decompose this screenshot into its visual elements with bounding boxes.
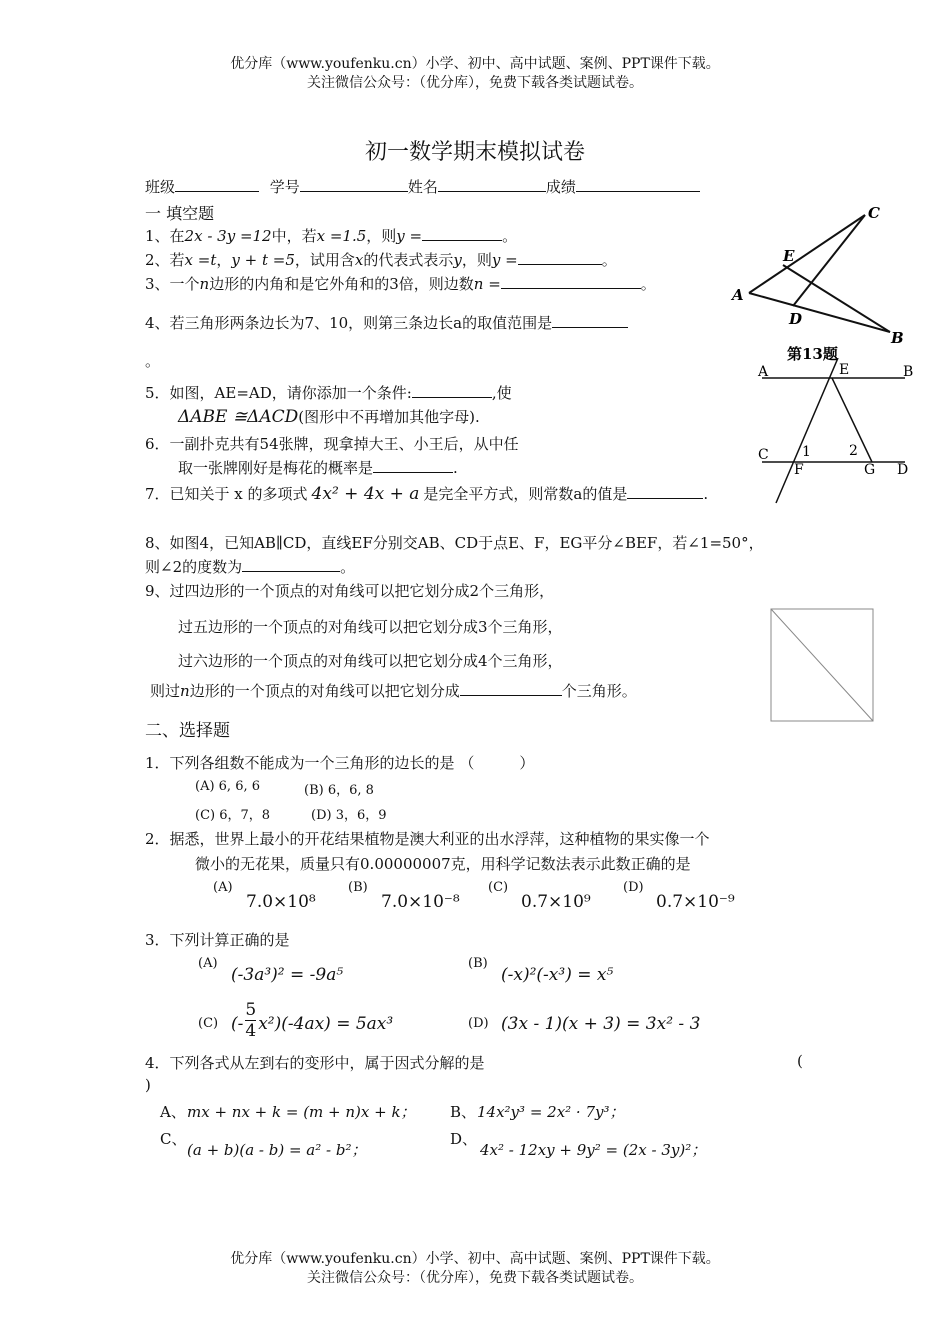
s2-q3-option-c[interactable] — [231, 1000, 393, 1046]
header-line-1: 优分库（www.youfenku.cn）小学、初中、高中试题、案例、PPT课件下载。 — [230, 56, 720, 72]
s2-q3-option-d-label[interactable]: (D) — [468, 1016, 489, 1031]
s2-q3-option-c-label[interactable]: (C) — [198, 1016, 219, 1031]
s2-q4-option-a[interactable]: mx + nx + k = (m + n)x + k； — [187, 1103, 416, 1121]
s2-q2-option-c[interactable]: 0.7×10⁹ — [521, 892, 591, 912]
fig4-label-f: F — [794, 462, 804, 478]
s2-q2-option-a-label[interactable]: (A) — [213, 880, 233, 895]
s1-q3-var: n — [199, 275, 210, 293]
s1-q9-text: 则过 — [150, 682, 181, 700]
s1-q7-equation: 4x² + 4x + a — [311, 484, 420, 504]
s1-q6-line1: 6．一副扑克共有54张牌，现拿掉大王、小王后，从中任 — [145, 435, 519, 453]
fig4-label-1: 1 — [802, 444, 811, 460]
s1-q5-text: (图形中不再增加其他字母). — [298, 408, 480, 426]
s1-q2-text: 的代表式表示 — [363, 251, 454, 269]
number-label: 学号 — [269, 178, 300, 196]
s1-q9-var: n — [180, 682, 190, 700]
s1-q6-line2 — [178, 457, 458, 478]
s1-q6-answer-blank[interactable] — [373, 458, 453, 473]
s1-q9-line2: 过五边形的一个顶点的对角线可以把它划分成3个三角形， — [178, 618, 563, 636]
s2-q4-paren-close: ) — [145, 1076, 151, 1094]
s1-q3-var: n = — [473, 275, 501, 293]
fig13-label-a: A — [732, 286, 744, 304]
s1-q4 — [145, 312, 628, 333]
s2-q3-option-a-label[interactable]: (A) — [198, 956, 218, 971]
s2-q1-option-a[interactable]: (A) 6, 6, 6 — [195, 779, 261, 794]
s2-q3-option-a[interactable]: (-3a³)² = -9a⁵ — [231, 965, 344, 985]
s1-q5-line2 — [178, 406, 480, 427]
s1-q7 — [145, 483, 708, 504]
s2-q4-option-b[interactable]: 14x²y³ = 2x² · 7y³； — [477, 1103, 625, 1121]
s2-q4-option-b-label[interactable]: B、 — [450, 1103, 477, 1121]
s1-q7-text: . — [703, 485, 709, 503]
s1-q5-text: 5．如图，AE=AD，请你添加一个条件: — [145, 384, 412, 402]
s1-q1-text: ，则 — [366, 227, 397, 245]
s2-q3-option-b[interactable]: (-x)²(-x³) = x⁵ — [501, 965, 614, 985]
s2-q2-line2: 微小的无花果，质量只有0.00000007克，用科学记数法表示此数正确的是 — [195, 855, 691, 873]
fig4-label-e: E — [839, 362, 850, 378]
s1-q5-equation: ΔABE ≅ΔACD — [178, 407, 299, 427]
s1-q2-var: x — [354, 251, 364, 269]
page-title: 初一数学期末模拟试卷 — [364, 140, 585, 165]
s2-q3-c-denominator: 4 — [245, 1021, 257, 1041]
s2-q3-c-suffix: x²)(-4ax) = 5ax³ — [258, 1014, 394, 1034]
fig13-label-c: C — [868, 205, 880, 222]
s1-q2-text: ，试用含 — [294, 251, 355, 269]
s2-q3-c-fraction — [245, 1000, 256, 1041]
s1-q2-answer-blank[interactable] — [518, 250, 602, 265]
s1-q2-text: 。 — [601, 251, 617, 269]
score-blank[interactable] — [576, 177, 700, 192]
s2-q3-c-prefix: (- — [231, 1014, 244, 1034]
s1-q7-text: 7．已知关于 x 的多项式 — [145, 485, 308, 503]
s1-q1-equation: 2x - 3y =12 — [184, 227, 272, 245]
section1-heading: 一 填空题 — [145, 204, 215, 223]
score-label: 成绩 — [545, 178, 576, 196]
s2-q3-c-numerator: 5 — [245, 1000, 257, 1020]
s1-q2 — [145, 249, 617, 270]
s1-q3 — [145, 273, 656, 294]
s1-q9-line3: 过六边形的一个顶点的对角线可以把它划分成4个三角形， — [178, 652, 563, 670]
s1-q2-text: ，则 — [461, 251, 492, 269]
s2-q1-option-d[interactable]: (D) 3，6，9 — [311, 808, 387, 823]
s1-q2-var: y — [453, 251, 462, 269]
fig4-label-2: 2 — [849, 443, 858, 459]
s1-q8-line1: 8、如图4，已知AB∥CD，直线EF分别交AB、CD于点E、F，EG平分∠BEF，若∠1=50°， — [145, 534, 764, 552]
s2-q4-option-a-label[interactable]: A、 — [160, 1103, 186, 1121]
s2-q4-option-d-label[interactable]: D、 — [450, 1130, 478, 1148]
s1-q6-text: 取一张牌刚好是梅花的概率是 — [178, 459, 374, 477]
s1-q8-line2 — [145, 556, 355, 577]
s1-q9-answer-blank[interactable] — [460, 681, 562, 696]
s1-q1-answer-blank[interactable] — [422, 226, 502, 241]
header-line-2: 关注微信公众号：（优分库），免费下载各类试题试卷。 — [307, 75, 643, 91]
class-blank[interactable] — [175, 177, 259, 192]
figure-4-parallel-lines — [750, 358, 920, 508]
s1-q2-condition: x =t — [184, 251, 217, 269]
name-label: 姓名 — [407, 178, 438, 196]
s2-q4-option-d[interactable]: 4x² - 12xy + 9y² = (2x - 3y)²； — [480, 1141, 707, 1159]
s1-q7-answer-blank[interactable] — [627, 484, 703, 499]
s1-q1-condition: x =1.5 — [316, 227, 367, 245]
footer-line-2: 关注微信公众号：（优分库），免费下载各类试题试卷。 — [307, 1270, 643, 1286]
s2-q2-option-c-label[interactable]: (C) — [488, 880, 509, 895]
s1-q2-var: y = — [491, 251, 518, 269]
fig13-label-d: D — [789, 310, 803, 328]
s2-q3-stem: 3．下列计算正确的是 — [145, 931, 290, 949]
s1-q3-text: 边形的内角和是它外角和的3倍，则边数 — [209, 275, 474, 293]
s2-q2-option-a[interactable]: 7.0×10⁸ — [246, 892, 316, 912]
s1-q9-text: 边形的一个顶点的对角线可以把它划分成 — [189, 682, 460, 700]
s1-q2-condition: y + t =5 — [231, 251, 295, 269]
s1-q2-text: ， — [216, 251, 232, 269]
s2-q3-option-d[interactable]: (3x - 1)(x + 3) = 3x² - 3 — [501, 1014, 701, 1034]
fig4-label-b: B — [903, 364, 914, 380]
s1-q7-text: 是完全平方式，则常数a的值是 — [423, 485, 628, 503]
s1-q9-line1: 9、过四边形的一个顶点的对角线可以把它划分成2个三角形， — [145, 582, 555, 600]
s1-q3-text: 。 — [640, 275, 656, 293]
s1-q4-end: 。 — [145, 352, 161, 370]
fig4-label-a: A — [758, 364, 769, 380]
s1-q5-text: ,使 — [491, 384, 512, 402]
number-blank[interactable] — [300, 177, 408, 192]
s2-q1-option-c[interactable]: (C) 6，7，8 — [195, 808, 271, 823]
name-blank[interactable] — [438, 177, 546, 192]
s1-q5-answer-blank[interactable] — [412, 383, 492, 398]
s2-q2-option-b[interactable]: 7.0×10⁻⁸ — [381, 892, 460, 912]
fig13-label-b: B — [891, 329, 904, 347]
s1-q6-text: . — [453, 459, 458, 477]
s2-q1-stem: 1．下列各组数不能成为一个三角形的边长的是 （ ） — [145, 754, 535, 772]
fig4-label-d: D — [897, 462, 909, 478]
s1-q9-line4 — [150, 680, 637, 701]
s2-q3-option-b-label[interactable]: (B) — [468, 956, 488, 971]
s2-q2-option-b-label[interactable]: (B) — [348, 880, 368, 895]
s1-q1-text: 。 — [502, 227, 518, 245]
info-row — [145, 176, 700, 197]
s2-q2-option-d-label[interactable]: (D) — [623, 880, 644, 895]
s2-q4-stem: 4．下列各式从左到右的变形中，属于因式分解的是 — [145, 1054, 485, 1072]
s1-q3-text: 3、一个 — [145, 275, 200, 293]
s2-q2-line1: 2．据悉，世界上最小的开花结果植物是澳大利亚的出水浮萍，这种植物的果实像一个 — [145, 830, 710, 848]
fig13-caption: 第13题 — [787, 345, 838, 363]
section2-heading: 二、选择题 — [145, 721, 230, 741]
s1-q1 — [145, 225, 517, 246]
figure-quadrilateral — [770, 608, 876, 724]
s2-q4-option-c[interactable]: (a + b)(a - b) = a² - b²； — [187, 1141, 367, 1159]
s1-q1-text: 1、在 — [145, 227, 185, 245]
s1-q9-text: 个三角形。 — [561, 682, 637, 700]
s1-q5-line1 — [145, 382, 512, 403]
fig4-label-c: C — [758, 447, 769, 463]
s1-q1-text: 中，若 — [271, 227, 317, 245]
s1-q8-answer-blank[interactable] — [242, 557, 340, 572]
s1-q3-answer-blank[interactable] — [501, 274, 641, 289]
fig13-label-e: E — [783, 247, 795, 265]
s2-q4-paren-open: ( — [797, 1052, 803, 1070]
s1-q8-text: 。 — [340, 558, 356, 576]
s1-q8-text: 则∠2的度数为 — [145, 558, 243, 576]
figure-13-triangle — [725, 205, 915, 370]
s1-q4-answer-blank[interactable] — [552, 313, 628, 328]
footer-line-1: 优分库（www.youfenku.cn）小学、初中、高中试题、案例、PPT课件下载。 — [230, 1251, 720, 1267]
s2-q4-option-c-label[interactable]: C、 — [160, 1130, 187, 1148]
s1-q2-text: 2、若 — [145, 251, 185, 269]
s2-q2-option-d[interactable]: 0.7×10⁻⁹ — [656, 892, 735, 912]
s1-q4-text: 4、若三角形两条边长为7、10，则第三条边长a的取值范围是 — [145, 314, 553, 332]
s2-q1-option-b[interactable]: (B) 6，6, 8 — [304, 783, 374, 798]
class-label: 班级 — [145, 178, 176, 196]
fig4-label-g: G — [864, 462, 876, 478]
s1-q1-var: y = — [396, 227, 423, 245]
